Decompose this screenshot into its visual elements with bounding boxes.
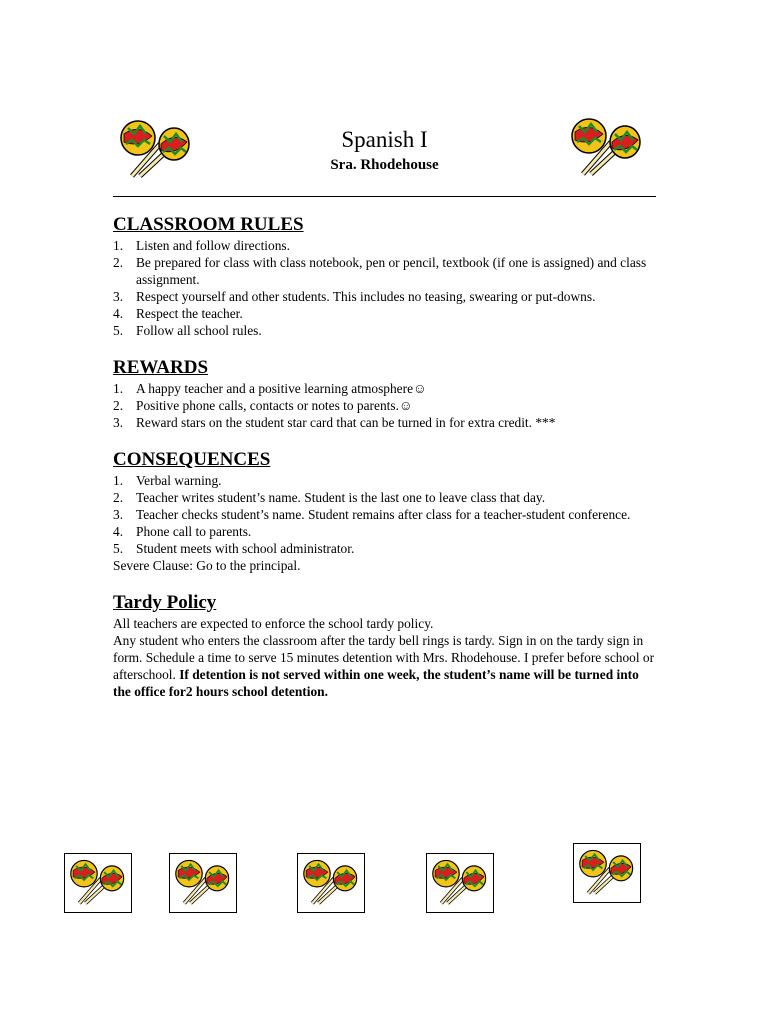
maracas-icon: [573, 843, 641, 903]
rewards-list: [113, 380, 658, 431]
maracas-icon: [169, 853, 237, 913]
list-item: 2. Positive phone calls, contacts or notes to parents.☺: [113, 398, 413, 413]
list-item: 2. Be prepared for class with class notebook, pen or pencil, textbook (if one is assigned) and class assignment.: [113, 255, 647, 287]
header-divider: [113, 196, 656, 197]
tardy-intro: All teachers are expected to enforce the school tardy policy.: [113, 616, 434, 631]
maracas-icon: [64, 853, 132, 913]
section-heading: Tardy Policy: [113, 592, 217, 613]
severe-clause: Severe Clause: Go to the principal.: [113, 558, 301, 573]
document-body: [113, 213, 658, 700]
list-item: 3. Reward stars on the student star card that can be turned in for extra credit. ***: [113, 415, 556, 430]
consequences-list: [113, 472, 658, 557]
rewards-section: [113, 356, 658, 431]
list-item: 5. Follow all school rules.: [113, 323, 262, 338]
document-header: [113, 110, 656, 198]
section-heading: REWARDS: [113, 357, 209, 378]
tardy-details-text: Any student who enters the classroom after the tardy bell rings is tardy. Sign in on the tardy sign in form. Schedule a time to serve 15 minutes detention with Mrs. Rhodehouse. I prefer before school or afterschool.: [113, 633, 655, 682]
list-item: 4. Respect the teacher.: [113, 306, 243, 321]
list-item: 1. A happy teacher and a positive learning atmosphere☺: [113, 381, 427, 396]
maracas-icon: [569, 112, 645, 184]
consequences-section: [113, 448, 658, 574]
document-title: Spanish I: [341, 127, 428, 152]
maracas-icon: [426, 853, 494, 913]
list-item: 5. Student meets with school administrator.: [113, 541, 355, 556]
list-item: 3. Respect yourself and other students. This includes no teasing, swearing or put-downs.: [113, 289, 596, 304]
tardy-policy-section: [113, 591, 658, 700]
spacer: [113, 431, 658, 448]
tardy-details: [113, 632, 658, 700]
list-item: 4. Phone call to parents.: [113, 524, 252, 539]
spacer: [113, 339, 658, 356]
classroom-rules-section: [113, 213, 658, 339]
list-item: 1. Verbal warning.: [113, 473, 222, 488]
list-item: 1. Listen and follow directions.: [113, 238, 290, 253]
list-item: 2. Teacher writes student’s name. Student is the last one to leave class that day.: [113, 490, 546, 505]
teacher-name: Sra. Rhodehouse: [330, 157, 439, 173]
list-item: 3. Teacher checks student’s name. Student remains after class for a teacher-student conference.: [113, 507, 631, 522]
section-heading: CONSEQUENCES: [113, 449, 271, 470]
tardy-detention-warning: If detention is not served within one week, the student’s name will be turned into the office for2 hours school detention.: [113, 667, 639, 699]
maracas-icon: [297, 853, 365, 913]
rules-list: [113, 237, 658, 339]
section-heading: CLASSROOM RULES: [113, 214, 304, 235]
spacer: [113, 574, 658, 591]
